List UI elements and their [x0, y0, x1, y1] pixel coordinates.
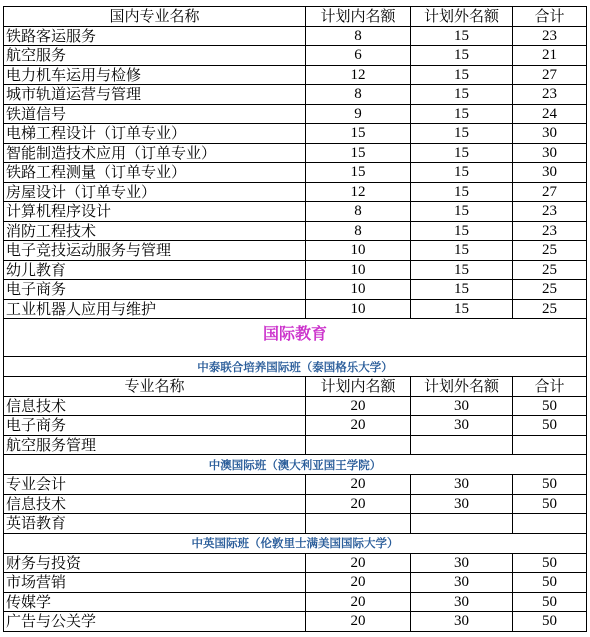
planned-quota: 12: [306, 182, 411, 202]
program-title: 中澳国际班（澳大利亚国王学院）: [4, 455, 587, 475]
unplanned-quota: 15: [411, 143, 513, 163]
unplanned-quota: 15: [411, 124, 513, 144]
total-quota: 50: [513, 592, 587, 612]
table-row: [4, 592, 587, 612]
unplanned-quota: 30: [411, 494, 513, 514]
planned-quota: 20: [306, 612, 411, 632]
planned-quota: 20: [306, 573, 411, 593]
unplanned-quota: 30: [411, 573, 513, 593]
total-quota: 25: [513, 280, 587, 300]
planned-quota: 15: [306, 163, 411, 183]
domestic-header-row: [4, 7, 587, 27]
planned-quota: 10: [306, 280, 411, 300]
unplanned-quota: 15: [411, 299, 513, 319]
major-name: 信息技术: [4, 396, 306, 416]
unplanned-quota: [411, 435, 513, 455]
total-quota: 23: [513, 26, 587, 46]
unplanned-quota: 15: [411, 163, 513, 183]
major-name: 信息技术: [4, 494, 306, 514]
planned-quota: 8: [306, 202, 411, 222]
header-total: 合计: [513, 377, 587, 397]
table-row: [4, 65, 587, 85]
planned-quota: 15: [306, 143, 411, 163]
header-unplanned: 计划外名额: [411, 377, 513, 397]
total-quota: 21: [513, 46, 587, 66]
total-quota: 50: [513, 612, 587, 632]
major-name: 消防工程技术: [4, 221, 306, 241]
unplanned-quota: 30: [411, 612, 513, 632]
table-row: [4, 182, 587, 202]
table-row: [4, 104, 587, 124]
major-name: 专业会计: [4, 475, 306, 495]
major-name: 航空服务管理: [4, 435, 306, 455]
header-major: 专业名称: [4, 377, 306, 397]
table-row: [4, 163, 587, 183]
planned-quota: 10: [306, 299, 411, 319]
total-quota: 50: [513, 553, 587, 573]
unplanned-quota: 15: [411, 241, 513, 261]
unplanned-quota: 15: [411, 85, 513, 105]
total-quota: [513, 514, 587, 534]
major-name: 传媒学: [4, 592, 306, 612]
major-name: 财务与投资: [4, 553, 306, 573]
major-name: 房屋设计（订单专业）: [4, 182, 306, 202]
table-row: [4, 26, 587, 46]
table-row: [4, 202, 587, 222]
program-title: 中英国际班（伦敦里士满美国国际大学）: [4, 533, 587, 553]
planned-quota: [306, 514, 411, 534]
total-quota: 50: [513, 475, 587, 495]
total-quota: 24: [513, 104, 587, 124]
table-row: [4, 85, 587, 105]
planned-quota: 20: [306, 396, 411, 416]
planned-quota: 10: [306, 241, 411, 261]
total-quota: 25: [513, 241, 587, 261]
major-name: 铁道信号: [4, 104, 306, 124]
planned-quota: 8: [306, 26, 411, 46]
planned-quota: [306, 435, 411, 455]
table-row: [4, 435, 587, 455]
table-row: [4, 260, 587, 280]
major-name: 电子商务: [4, 416, 306, 436]
total-quota: 30: [513, 163, 587, 183]
unplanned-quota: 30: [411, 416, 513, 436]
planned-quota: 20: [306, 592, 411, 612]
program-title-row: [4, 533, 587, 553]
planned-quota: 20: [306, 553, 411, 573]
major-name: 计算机程序设计: [4, 202, 306, 222]
major-name: 英语教育: [4, 514, 306, 534]
total-quota: 23: [513, 202, 587, 222]
unplanned-quota: 15: [411, 202, 513, 222]
total-quota: 30: [513, 143, 587, 163]
major-name: 铁路客运服务: [4, 26, 306, 46]
unplanned-quota: 15: [411, 104, 513, 124]
total-quota: 50: [513, 573, 587, 593]
header-planned: 计划内名额: [306, 377, 411, 397]
total-quota: 50: [513, 416, 587, 436]
unplanned-quota: 15: [411, 280, 513, 300]
table-row: [4, 280, 587, 300]
major-name: 电力机车运用与检修: [4, 65, 306, 85]
table-row: [4, 553, 587, 573]
program-title-row: [4, 455, 587, 475]
major-name: 工业机器人应用与维护: [4, 299, 306, 319]
total-quota: 23: [513, 85, 587, 105]
major-name: 航空服务: [4, 46, 306, 66]
planned-quota: 10: [306, 260, 411, 280]
major-name: 电子竞技运动服务与管理: [4, 241, 306, 261]
unplanned-quota: 15: [411, 26, 513, 46]
planned-quota: 6: [306, 46, 411, 66]
header-planned: 计划内名额: [306, 7, 411, 27]
unplanned-quota: 30: [411, 475, 513, 495]
total-quota: 27: [513, 65, 587, 85]
table-row: [4, 416, 587, 436]
major-name: 城市轨道运营与管理: [4, 85, 306, 105]
planned-quota: 12: [306, 65, 411, 85]
total-quota: [513, 435, 587, 455]
table-row: [4, 221, 587, 241]
unplanned-quota: 15: [411, 182, 513, 202]
table-row: [4, 475, 587, 495]
table-row: [4, 46, 587, 66]
total-quota: 50: [513, 494, 587, 514]
table-row: [4, 612, 587, 632]
major-name: 电子商务: [4, 280, 306, 300]
planned-quota: 20: [306, 494, 411, 514]
table-row: [4, 299, 587, 319]
major-name: 铁路工程测量（订单专业）: [4, 163, 306, 183]
table-row: [4, 514, 587, 534]
header-major: 国内专业名称: [4, 7, 306, 27]
header-total: 合计: [513, 7, 587, 27]
international-section-row: [4, 319, 587, 357]
unplanned-quota: 15: [411, 221, 513, 241]
table-row: [4, 241, 587, 261]
total-quota: 50: [513, 396, 587, 416]
total-quota: 25: [513, 299, 587, 319]
table-row: [4, 494, 587, 514]
planned-quota: 8: [306, 221, 411, 241]
total-quota: 30: [513, 124, 587, 144]
unplanned-quota: 15: [411, 46, 513, 66]
enrollment-table: [3, 6, 587, 632]
major-name: 智能制造技术应用（订单专业）: [4, 143, 306, 163]
table-row: [4, 143, 587, 163]
planned-quota: 15: [306, 124, 411, 144]
header-unplanned: 计划外名额: [411, 7, 513, 27]
planned-quota: 20: [306, 475, 411, 495]
table-row: [4, 396, 587, 416]
total-quota: 23: [513, 221, 587, 241]
program-title: 中泰联合培养国际班（泰国格乐大学）: [4, 357, 587, 377]
unplanned-quota: 30: [411, 553, 513, 573]
unplanned-quota: 30: [411, 396, 513, 416]
total-quota: 25: [513, 260, 587, 280]
planned-quota: 20: [306, 416, 411, 436]
major-name: 电梯工程设计（订单专业）: [4, 124, 306, 144]
unplanned-quota: 15: [411, 65, 513, 85]
unplanned-quota: 15: [411, 260, 513, 280]
program-title-row: [4, 357, 587, 377]
major-name: 市场营销: [4, 573, 306, 593]
table-row: [4, 573, 587, 593]
major-name: 广告与公关学: [4, 612, 306, 632]
international-header-row: [4, 377, 587, 397]
planned-quota: 8: [306, 85, 411, 105]
table-row: [4, 124, 587, 144]
total-quota: 27: [513, 182, 587, 202]
unplanned-quota: [411, 514, 513, 534]
unplanned-quota: 30: [411, 592, 513, 612]
major-name: 幼儿教育: [4, 260, 306, 280]
international-section-title: 国际教育: [4, 319, 587, 357]
planned-quota: 9: [306, 104, 411, 124]
